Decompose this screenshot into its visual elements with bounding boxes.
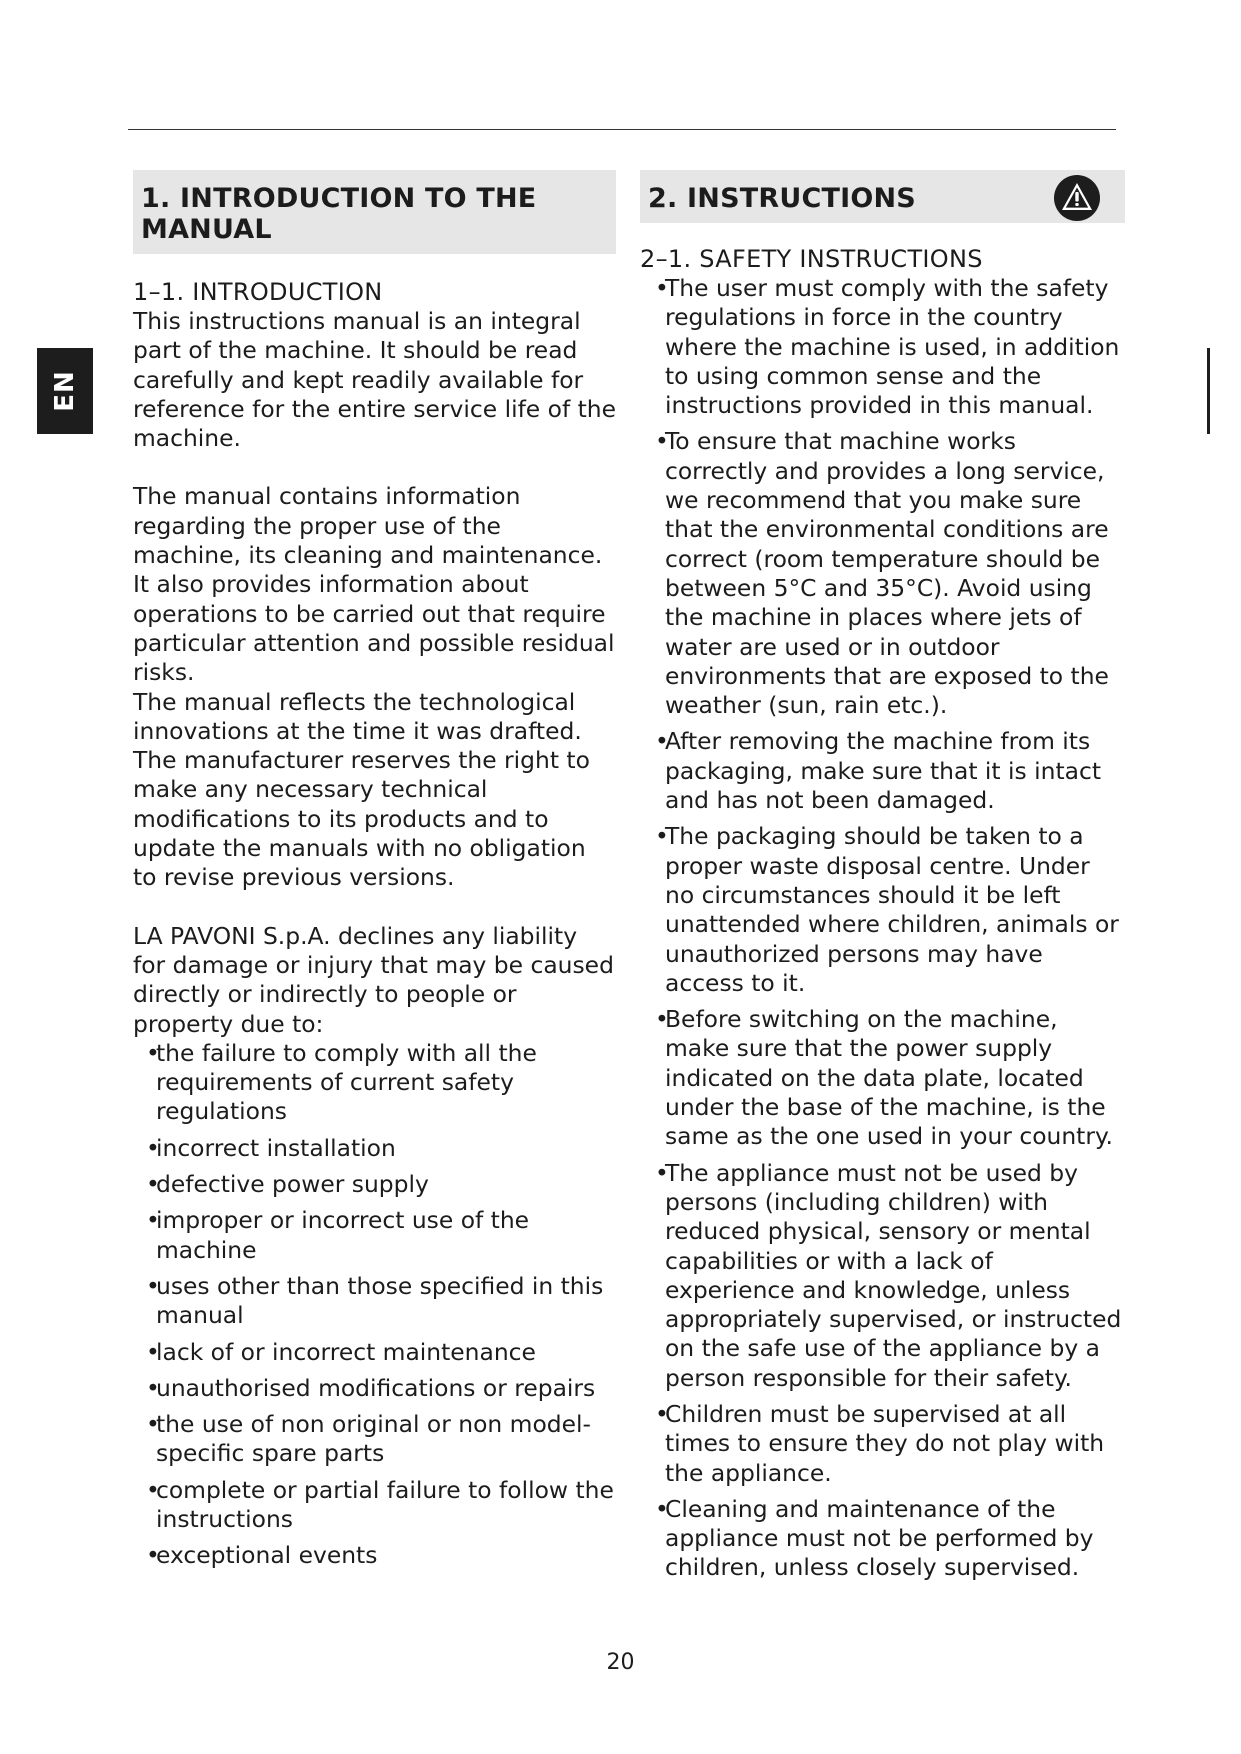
page-number: 20: [606, 1650, 635, 1675]
bullet: •: [655, 1399, 669, 1428]
list-item: • the failure to comply with all the requirements of current safety regulations: [146, 1038, 537, 1126]
bullet: •: [146, 1410, 160, 1439]
intro-paragraph-1: This instructions manual is an integral part of the machine. It should be read carefully and kept readily available for reference for the entire service life of the machine.: [133, 307, 617, 453]
section-1-subtitle: 1–1. INTRODUCTION: [133, 278, 383, 306]
bullet: •: [655, 274, 669, 302]
list-item: • Cleaning and maintenance of the appliance must not be performed by children, unless closely supervised.: [655, 1494, 1094, 1582]
list-item: • defective power supply: [146, 1170, 429, 1199]
warning-icon: [1053, 174, 1101, 222]
bullet: •: [146, 1373, 160, 1402]
list-item: • incorrect installation: [146, 1133, 396, 1162]
list-item: • unauthorised modifications or repairs: [146, 1373, 596, 1402]
bullet: •: [655, 427, 669, 456]
list-item: • The appliance must not be used by persons (including children) with reduced physical, sensory or mental capabilities or with a lack of experience and knowledge, unless appropriately supervised, or instructed on the safe use of the appliance by a person responsible for their safety.: [655, 1158, 1122, 1392]
right-column: [640, 170, 1125, 1590]
bullet: •: [146, 1206, 160, 1235]
header-rule: [128, 129, 1116, 130]
intro-paragraph-4: The manufacturer reserves the right to make any necessary technical modifications to its products and to update the manuals with no obligation to revise previous versions.: [133, 746, 590, 892]
margin-thumb-mark: [1207, 348, 1210, 434]
bullet: •: [146, 1133, 160, 1162]
bullet: •: [655, 1158, 669, 1187]
list-item: • complete or partial failure to follow the instructions: [146, 1475, 614, 1533]
list-item: • uses other than those specified in this manual: [146, 1271, 604, 1330]
list-item: • improper or incorrect use of the machine: [146, 1206, 530, 1264]
section-1-title: 1. INTRODUCTION TO THE MANUAL: [141, 183, 537, 245]
list-item: • lack of or incorrect maintenance: [146, 1337, 536, 1366]
list-item: • After removing the machine from its packaging, make sure that it is intact and has not been damaged.: [655, 727, 1102, 815]
liability-paragraph: LA PAVONI S.p.A. declines any liability for damage or injury that may be caused directly or indirectly to people or property due to:: [133, 921, 614, 1038]
bullet: •: [146, 1337, 160, 1366]
bullet: •: [146, 1271, 160, 1300]
list-item: • The packaging should be taken to a proper waste disposal centre. Under no circumstances should it be left unattended where children, animals or unauthorized persons may have access to it.: [655, 822, 1119, 997]
list-item: • Children must be supervised at all times to ensure they do not play with the appliance.: [655, 1399, 1105, 1487]
bullet: •: [655, 1005, 669, 1034]
section-2-header: [640, 170, 1125, 223]
language-label: EN: [50, 370, 80, 412]
left-column: [133, 170, 616, 1578]
section-2-title: 2. INSTRUCTIONS: [648, 183, 916, 214]
safety-list: [640, 274, 1125, 1583]
bullet: •: [146, 1541, 160, 1570]
bullet: •: [655, 1494, 669, 1523]
list-item: • Before switching on the machine, make sure that the power supply indicated on the data plate, located under the base of the machine, is the same as the one used in your country.: [655, 1005, 1113, 1151]
bullet: •: [146, 1038, 160, 1067]
language-tab: [37, 348, 93, 434]
bullet: •: [146, 1170, 160, 1199]
intro-paragraph-2: The manual contains information regarding the proper use of the machine, its cleaning and maintenance. It also provides information about operations to be carried out that require particular attention and possible residual risks.: [133, 482, 615, 687]
list-item: • exceptional events: [146, 1541, 378, 1570]
bullet: •: [146, 1475, 160, 1504]
list-item: • The user must comply with the safety regulations in force in the country where the machine is used, in addition to using common sense and the instructions provided in this manual.: [655, 274, 1120, 420]
liability-list: [133, 1039, 616, 1571]
section-2-subtitle: 2–1. SAFETY INSTRUCTIONS: [640, 245, 983, 273]
bullet: •: [655, 822, 669, 851]
list-item: • the use of non original or non model-specific spare parts: [146, 1410, 591, 1468]
bullet: •: [655, 727, 669, 756]
section-1-header: [133, 170, 616, 254]
list-item: • To ensure that machine works correctly and provides a long service, we recommend that you make sure that the environmental conditions are correct (room temperature should be between 5°C and 35°C). Avoid using the machine in places where jets of water are used or in outdoor environments that are exposed to the weather (sun, rain etc.).: [655, 427, 1109, 720]
intro-paragraph-3: The manual reflects the technological innovations at the time it was drafted.: [133, 687, 582, 745]
